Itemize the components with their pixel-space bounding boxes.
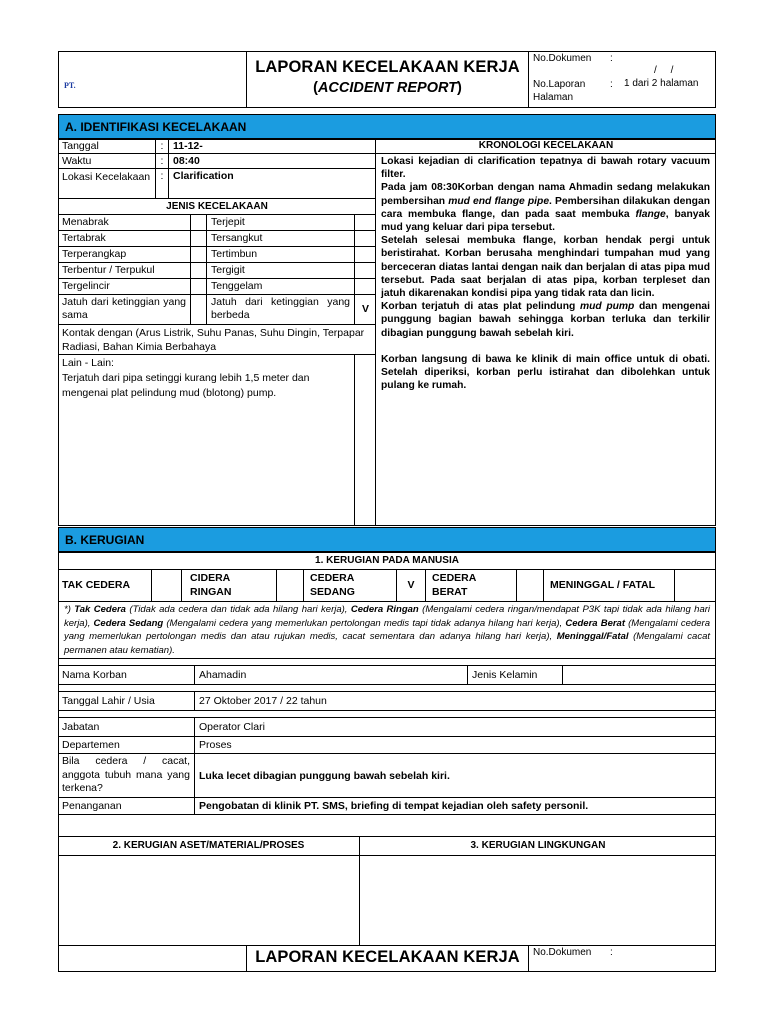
jenis-right-1: Tersangkut (207, 231, 355, 246)
injury-note: *) Tak Cedera (Tidak ada cedera dan tidak ada hilang hari kerja), Cedera Ringan (Mengalami cedera ringan/mendapat P3K tapi tidak ada hilang hari kerja), Cedera Sedang (Mengalami cedera yang memerlukan pertolongan medis tapi tidak adanya hilang hari kerja), Cedera Berat (Mengalami cedera yang memerlukan pertolongan medis dan atau rujukan medis, cacat sementara dan adanya hilang hari kerja), Meninggal/Fatal (Mengalami cacat permanen atau kematian). (58, 602, 716, 659)
cat-cidera-ringan-check (277, 570, 304, 601)
jenis-title: JENIS KECELAKAAN (58, 199, 376, 215)
jenis-check-left-1 (191, 231, 207, 246)
jenis-right-0: Terjepit (207, 215, 355, 230)
section-a-title: A. IDENTIFIKASI KECELAKAAN (58, 114, 716, 139)
kronologi-p3: Setelah selesai membuka flange, korban hendak pergi untuk beristirahat. Korban berusaha menghindari tumpahan mud yang berceceran diatas lantai dengan naik dan berjalan di atas pipa mud tersebut. Pada saat berjalan di atas pipa, korban terpleset dan jatuh dikarenakan kondisi pipa yang tidak rata dan licin. (381, 235, 710, 300)
page-title: LAPORAN KECELAKAAN KERJA (255, 58, 520, 76)
jenis-left-1: Tertabrak (58, 231, 191, 246)
lain-text: Terjatuh dari pipa setinggi kurang lebih 1,5 meter dan mengenai plat pelindung mud (blotong) pump. (62, 372, 310, 399)
jenis-check-3 (355, 263, 376, 278)
report-no-label: No.Laporan (533, 79, 586, 90)
footer-title: LAPORAN KECELAKAAN KERJA (255, 948, 520, 966)
cedera-label: Bila cedera / cacat, anggota tubuh mana yang terkena? (58, 754, 195, 797)
jenis-check-2 (355, 247, 376, 262)
kronologi-p5: Korban langsung di bawa ke klinik di main office untuk di obati. Setelah diperiksi, korban perlu istirahat dan dibolehkan untuk pulang ke rumah. (381, 353, 710, 392)
kronologi-p2: Pada jam 08:30Korban dengan nama Ahmadin sedang melakukan pembersihan mud end flange pipe. Pembersihan dilakukan dengan cara membuka flange, dan pada saat membuka flange, banyak mud yang keluar dari pipa tersebut. (381, 182, 710, 234)
kronologi-title: KRONOLOGI KECELAKAAN (376, 139, 716, 154)
company-name: PT. (64, 81, 76, 90)
jenis-check-left-5 (191, 295, 207, 324)
aset-area (58, 856, 360, 945)
cat-meninggal: MENINGGAL / FATAL (544, 570, 675, 601)
jenis-kelamin-value (563, 666, 716, 684)
section-b-title: B. KERUGIAN (58, 527, 716, 552)
tanggal-label: Tanggal (58, 139, 156, 153)
jenis-right-5: Jatuh dari ketinggian yang berbeda (207, 295, 355, 324)
waktu-label: Waktu (58, 154, 156, 168)
jenis-left-5: Jatuh dari ketinggian yang sama (58, 295, 191, 324)
tanggal-colon: : (156, 139, 169, 153)
report-page-colon: : (610, 79, 613, 90)
lokasi-colon: : (156, 169, 169, 198)
doc-no-label: No.Dokumen (533, 53, 592, 64)
tanggal-lahir-value: 27 Oktober 2017 / 22 tahun (199, 695, 327, 707)
jenis-check-left-3 (191, 263, 207, 278)
doc-no-colon: : (610, 53, 613, 64)
jenis-right-3: Tergigit (207, 263, 355, 278)
jabatan-label: Jabatan (58, 718, 195, 736)
cat-cedera-sedang-check: V (397, 570, 426, 601)
kronologi-p1: Lokasi kejadian di clarification tepatnya di bawah rotary vacuum filter. (381, 156, 710, 181)
cat-tak-cedera: TAK CEDERA (58, 570, 152, 601)
tanggal-lahir-label: Tanggal Lahir / Usia (58, 692, 195, 710)
cedera-value: Luka lecet dibagian punggung bawah sebelah kiri. (199, 770, 450, 782)
penanganan-value: Pengobatan di klinik PT. SMS, briefing di tempat kejadian oleh safety personil. (199, 800, 589, 812)
kronologi-panel (376, 139, 716, 392)
footer-doc-no-label: No.Dokumen (533, 947, 592, 958)
jenis-right-2: Tertimbun (207, 247, 355, 262)
jenis-left-3: Terbentur / Terpukul (58, 263, 191, 278)
footer-doc-no-colon: : (610, 947, 613, 958)
lingkungan-title: 3. KERUGIAN LINGKUNGAN (470, 840, 606, 851)
jenis-check-left-4 (191, 279, 207, 294)
jenis-check-4 (355, 279, 376, 294)
cat-cedera-sedang: CEDERA SEDANG (304, 570, 397, 601)
doc-no-value: / / (654, 65, 674, 76)
jenis-right-4: Tenggelam (207, 279, 355, 294)
lokasi-label: Lokasi Kecelakaan (58, 169, 156, 198)
aset-title: 2. KERUGIAN ASET/MATERIAL/PROSES (58, 837, 360, 855)
jenis-check-left-0 (191, 215, 207, 230)
manusia-title: 1. KERUGIAN PADA MANUSIA (58, 552, 716, 570)
lokasi-value: Clarification (173, 170, 234, 182)
cat-tak-cedera-check (152, 570, 182, 601)
kontak-text: Kontak dengan (Arus Listrik, Suhu Panas, Suhu Dingin, Terpapar Radiasi, Bahan Kimia Berbahaya (62, 327, 365, 353)
jenis-left-4: Tergelincir (58, 279, 191, 294)
page-subtitle: (ACCIDENT REPORT) (313, 80, 462, 96)
cat-meninggal-check (675, 570, 716, 601)
cat-cedera-berat-check (517, 570, 544, 601)
nama-korban-value: Ahamadin (195, 666, 468, 684)
departemen-label: Departemen (58, 737, 195, 753)
categories-row (58, 570, 716, 602)
cat-cedera-berat: CEDERA BERAT (426, 570, 517, 601)
kerugian-split-header (58, 836, 716, 856)
kronologi-p4: Korban terjatuh di atas plat pelindung mud pump dan mengenai punggung bagian bawah sehingga korban terluka dan terkilir dibagian punggung bawah sebelah kiri. (381, 301, 711, 339)
jenis-check-5: V (361, 303, 369, 315)
cat-cidera-ringan: CIDERA RINGAN (182, 570, 277, 601)
jenis-check-left-2 (191, 247, 207, 262)
nama-korban-label: Nama Korban (58, 666, 195, 684)
jenis-grid (58, 215, 376, 526)
page-label: Halaman (533, 92, 574, 103)
page-value: 1 dari 2 halaman (624, 78, 699, 89)
departemen-value: Proses (199, 739, 232, 751)
waktu-colon: : (156, 154, 169, 168)
waktu-value: 08:40 (173, 155, 200, 167)
jenis-left-0: Menabrak (58, 215, 191, 230)
victim-table (58, 665, 716, 815)
jenis-check-1 (355, 231, 376, 246)
jenis-kelamin-label: Jenis Kelamin (468, 666, 563, 684)
tanggal-value: 11-12- (173, 140, 203, 152)
id-fields (58, 139, 376, 215)
penanganan-label: Penanganan (58, 798, 195, 814)
lain-label: Lain - Lain: (62, 357, 114, 369)
jenis-check-0 (355, 215, 376, 230)
jabatan-value: Operator Clari (199, 721, 265, 733)
lain-check (355, 355, 376, 526)
jenis-left-2: Terperangkap (58, 247, 191, 262)
